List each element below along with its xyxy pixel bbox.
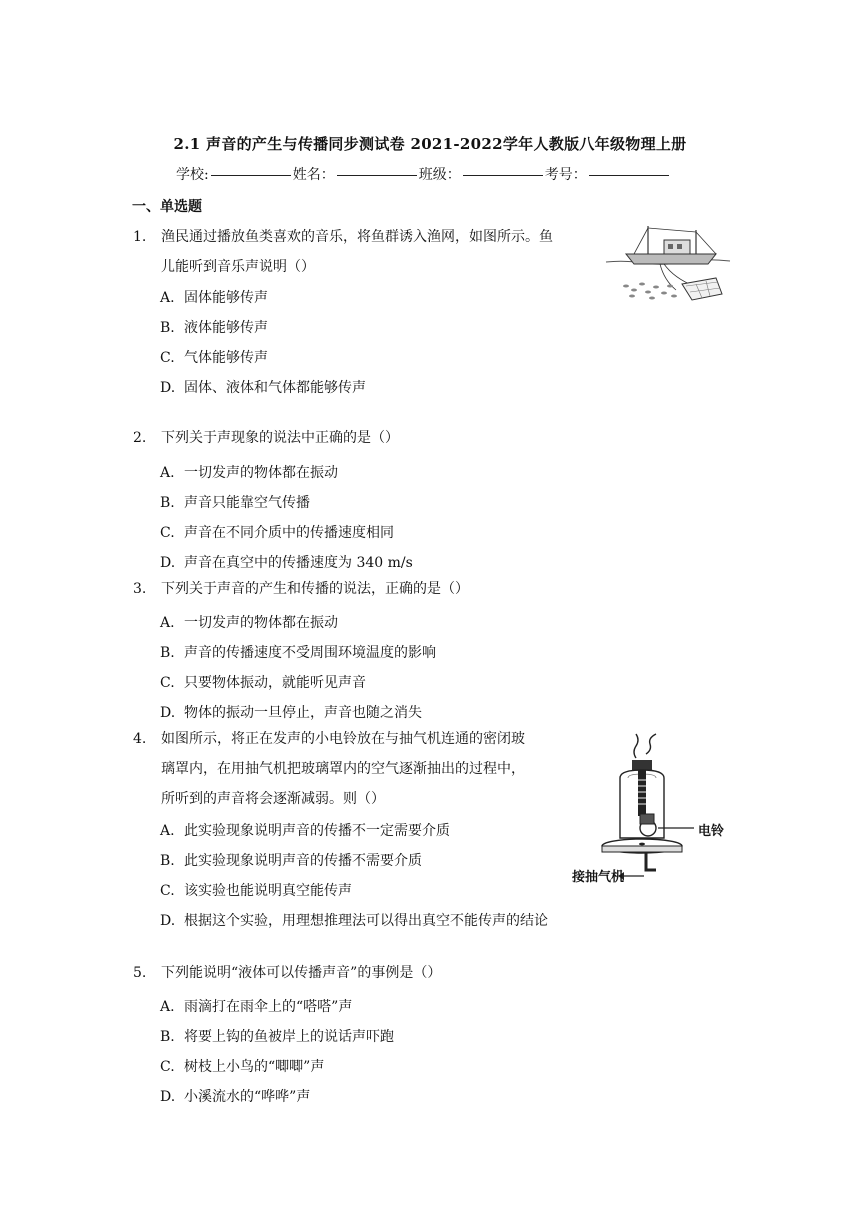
option-letter: B. (160, 495, 175, 511)
option-1d[interactable] (160, 377, 366, 397)
option-text: 气体能够传声 (184, 350, 268, 366)
section-heading: 一、单选题 (132, 199, 202, 215)
option-5b[interactable] (160, 1026, 394, 1046)
option-text: 声音在不同介质中的传播速度相同 (184, 525, 394, 541)
option-letter: A. (160, 290, 175, 306)
option-letter: D. (160, 913, 176, 929)
option-text: 声音的传播速度不受周围环境温度的影响 (184, 645, 436, 661)
exam-no-label: 考号： (544, 167, 587, 183)
question-number: 5. (133, 965, 147, 981)
option-4b[interactable] (160, 850, 422, 870)
option-5c[interactable] (160, 1056, 324, 1076)
option-3b[interactable] (160, 642, 436, 662)
name-label: 姓名： (292, 167, 335, 183)
option-letter: D. (160, 1089, 176, 1105)
option-text: 树枝上小鸟的“唧唧”声 (184, 1059, 325, 1075)
option-2c[interactable] (160, 522, 394, 542)
question-number: 2. (133, 430, 147, 446)
fishing-boat-figure (604, 220, 732, 310)
question-number: 3. (133, 581, 147, 597)
question-stem: 下列能说明“液体可以传播声音”的事例是（） (161, 965, 442, 981)
option-text: 一切发声的物体都在振动 (184, 615, 338, 631)
option-letter: B. (160, 320, 175, 336)
option-1b[interactable] (160, 317, 268, 337)
option-1a[interactable] (160, 287, 268, 307)
option-letter: D. (160, 555, 176, 571)
exam-no-blank[interactable] (589, 175, 669, 176)
class-label: 班级： (418, 167, 461, 183)
option-3d[interactable] (160, 702, 422, 722)
page-title: 2.1 声音的产生与传播同步测试卷 2021-2022学年人教版八年级物理上册 (173, 135, 687, 153)
option-letter: C. (160, 675, 175, 691)
option-letter: A. (160, 465, 175, 481)
question-stem: 璃罩内，在用抽气机把玻璃罩内的空气逐渐抽出的过程中， (161, 761, 525, 777)
option-4d[interactable] (160, 910, 548, 930)
question-number: 4. (133, 731, 147, 747)
class-blank[interactable] (463, 175, 543, 176)
question-stem: 如图所示，将正在发声的小电铃放在与抽气机连通的密闭玻 (161, 731, 525, 747)
question-stem: 下列关于声现象的说法中正确的是（） (161, 430, 399, 446)
option-letter: C. (160, 1059, 175, 1075)
option-2b[interactable] (160, 492, 310, 512)
bell-jar-drawing (566, 730, 736, 888)
question-stem: 下列关于声音的产生和传播的说法，正确的是（） (161, 581, 469, 597)
option-3a[interactable] (160, 612, 338, 632)
pump-label: 接抽气机 (572, 870, 625, 885)
option-letter: C. (160, 350, 175, 366)
option-text: 该实验也能说明真空能传声 (184, 883, 352, 899)
option-text: 小溪流水的“哗哗”声 (184, 1089, 311, 1105)
option-1c[interactable] (160, 347, 268, 367)
option-4a[interactable] (160, 820, 450, 840)
question-stem: 渔民通过播放鱼类喜欢的音乐，将鱼群诱入渔网，如图所示。鱼 (161, 229, 553, 245)
question-number: 1. (133, 229, 147, 245)
option-5d[interactable] (160, 1086, 310, 1106)
option-letter: A. (160, 999, 175, 1015)
option-text: 液体能够传声 (184, 320, 268, 336)
option-text: 此实验现象说明声音的传播不需要介质 (184, 853, 422, 869)
option-letter: D. (160, 380, 176, 396)
option-letter: B. (160, 1029, 175, 1045)
option-letter: D. (160, 705, 176, 721)
option-text: 物体的振动一旦停止，声音也随之消失 (184, 705, 422, 721)
option-letter: B. (160, 645, 175, 661)
option-5a[interactable] (160, 996, 352, 1016)
option-text: 雨滴打在雨伞上的“嗒嗒”声 (184, 999, 353, 1015)
school-label: 学校: (176, 167, 209, 183)
school-blank[interactable] (211, 175, 291, 176)
option-2a[interactable] (160, 462, 338, 482)
option-text: 只要物体振动，就能听见声音 (184, 675, 366, 691)
option-4c[interactable] (160, 880, 352, 900)
bell-jar-figure (566, 730, 736, 888)
option-text: 一切发声的物体都在振动 (184, 465, 338, 481)
option-letter: C. (160, 525, 175, 541)
option-letter: A. (160, 823, 175, 839)
option-letter: C. (160, 883, 175, 899)
option-text: 固体、液体和气体都能够传声 (184, 380, 366, 396)
student-info-line (176, 164, 671, 184)
question-stem: 所听到的声音将会逐渐减弱。则（） (161, 791, 385, 807)
option-text: 声音在真空中的传播速度为 340 m/s (184, 555, 413, 571)
option-text: 将要上钩的鱼被岸上的说话声吓跑 (184, 1029, 394, 1045)
option-2d[interactable] (160, 552, 413, 572)
option-text: 固体能够传声 (184, 290, 268, 306)
option-text: 此实验现象说明声音的传播不一定需要介质 (184, 823, 450, 839)
option-letter: B. (160, 853, 175, 869)
bell-label: 电铃 (698, 824, 725, 839)
question-stem: 儿能听到音乐声说明（） (161, 259, 315, 275)
option-letter: A. (160, 615, 175, 631)
name-blank[interactable] (337, 175, 417, 176)
option-text: 声音只能靠空气传播 (184, 495, 310, 511)
option-text: 根据这个实验，用理想推理法可以得出真空不能传声的结论 (184, 913, 548, 929)
option-3c[interactable] (160, 672, 366, 692)
